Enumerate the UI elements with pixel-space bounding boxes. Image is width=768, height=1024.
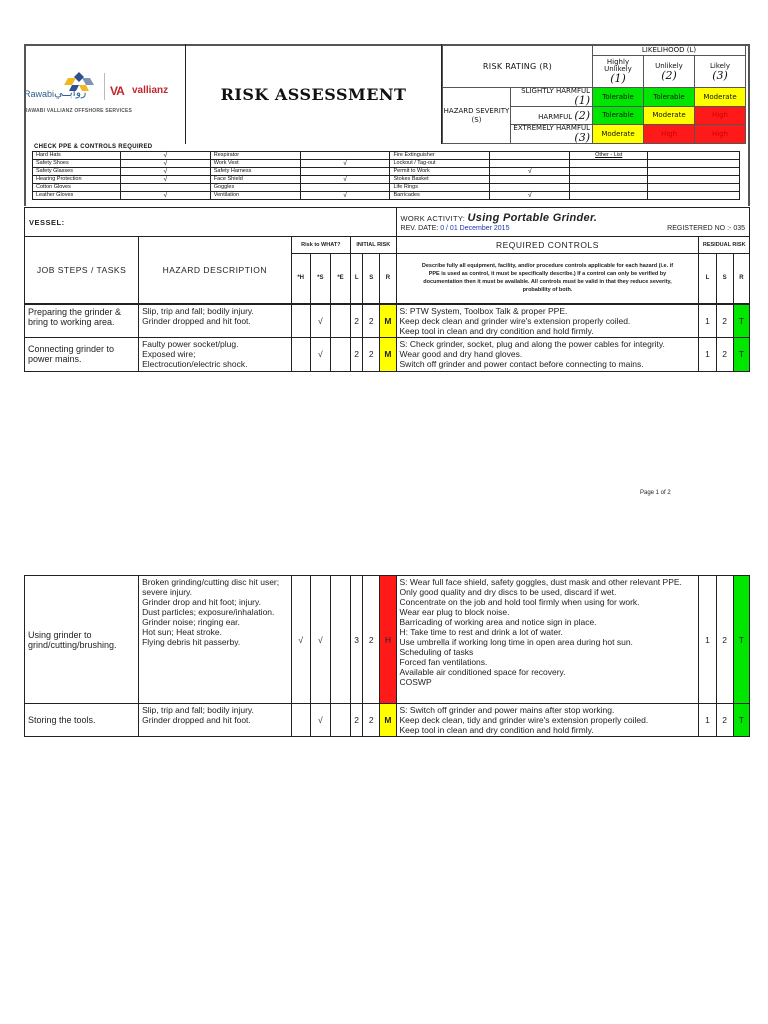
col-r: R — [380, 254, 396, 304]
logo-rawabi-text: Rawabi — [24, 89, 55, 99]
page-number: Page 1 of 2 — [640, 490, 671, 496]
col-e: *E — [330, 254, 350, 304]
ppe-check[interactable]: √ — [120, 160, 210, 168]
initial-s: 2 — [363, 576, 380, 704]
ppe-item: Face Shield — [210, 176, 300, 184]
residual-r-badge: T — [733, 704, 749, 737]
ppe-title: CHECK PPE & CONTROLS REQUIRED — [34, 144, 153, 150]
logo-arabic-text: روابــي — [54, 86, 87, 99]
ppe-check[interactable] — [300, 168, 390, 176]
hazard-cell: Slip, trip and fall; bodily injury. Grinder dropped and hit foot. — [139, 704, 291, 737]
risk-s: √ — [310, 337, 330, 371]
risk-s: √ — [310, 704, 330, 737]
logo-subtitle: RAWABI VALLIANZ OFFSHORE SERVICES — [24, 108, 133, 114]
table-row — [25, 576, 750, 704]
likelihood-2: Unlikely (2) — [644, 56, 695, 88]
ppe-check[interactable] — [490, 160, 570, 168]
task-cell: Using grinder to grind/cutting/brushing. — [25, 576, 139, 704]
ppe-check[interactable] — [300, 152, 390, 160]
residual-s: 2 — [716, 337, 733, 371]
matrix-cell: Moderate — [593, 125, 644, 144]
col-residual-s: S — [716, 254, 733, 304]
residual-l: 1 — [699, 304, 716, 338]
page-title: RISK ASSESSMENT — [220, 84, 407, 104]
matrix-cell: High — [695, 125, 746, 144]
ppe-item: Ventilation — [210, 192, 300, 200]
ppe-check[interactable]: √ — [300, 176, 390, 184]
rev-date-label: REV. DATE: — [400, 225, 439, 232]
col-risk-to-what: Risk to WHAT? — [291, 237, 351, 254]
ppe-item: Fire Extinguisher — [390, 152, 490, 160]
ppe-item: Safety Harness — [210, 168, 300, 176]
ppe-check[interactable] — [120, 184, 210, 192]
hazard-cell: Faulty power socket/plug. Exposed wire; Electrocution/electric shock. — [139, 337, 291, 371]
initial-s: 2 — [363, 704, 380, 737]
matrix-cell: Moderate — [695, 88, 746, 107]
controls-description: Describe fully all equipment, facility, and/or procedure controls applicable for each hazard (i.e. if PPE is used as control, it must be specifically describe.) If a control can only be verified by documentation then it must be available. All controls must be valid in that they reduce severity, probability of both. — [396, 254, 699, 304]
matrix-cell: Tolerable — [593, 88, 644, 107]
risk-s: √ — [310, 576, 330, 704]
likelihood-3: Likely (3) — [695, 56, 746, 88]
residual-r-badge: T — [733, 337, 749, 371]
ppe-item: Barricades — [390, 192, 490, 200]
ppe-item: Permit to Work — [390, 168, 490, 176]
col-residual-r: R — [733, 254, 749, 304]
likelihood-1: Highly Unlikely (1) — [593, 56, 644, 88]
ppe-item: Lockout / Tag-out — [390, 160, 490, 168]
ppe-item: Work Vest — [210, 160, 300, 168]
ppe-item: Safety Shoes — [33, 160, 121, 168]
ppe-item: Life Rings — [390, 184, 490, 192]
risk-h — [291, 337, 310, 371]
ppe-other-value[interactable] — [648, 152, 740, 160]
ppe-check[interactable]: √ — [300, 192, 390, 200]
risk-matrix — [442, 45, 746, 144]
logo-divider — [104, 73, 105, 100]
col-s: *S — [310, 254, 330, 304]
col-residual-risk: RESIDUAL RISK — [699, 237, 750, 254]
likelihood-header: LIKELIHOOD (L) — [593, 46, 746, 56]
severity-2: HARMFUL (2) — [511, 107, 593, 125]
initial-r-badge: H — [380, 576, 396, 704]
ppe-item: Leather Gloves — [33, 192, 121, 200]
residual-r-badge: T — [733, 576, 749, 704]
ppe-other-cell[interactable] — [648, 192, 740, 200]
matrix-cell: Tolerable — [593, 107, 644, 125]
initial-l: 2 — [351, 704, 363, 737]
table-row — [25, 337, 750, 371]
residual-s: 2 — [716, 704, 733, 737]
initial-s: 2 — [363, 337, 380, 371]
task-cell: Connecting grinder to power mains. — [25, 337, 139, 371]
ppe-check[interactable] — [490, 176, 570, 184]
table-row — [25, 704, 750, 737]
ppe-item: Safety Glasses — [33, 168, 121, 176]
hazard-severity-label: HAZARD SEVERITY (S) — [443, 88, 511, 144]
matrix-cell: High — [644, 125, 695, 144]
risk-table-page-2 — [24, 575, 750, 737]
work-activity-cell — [396, 208, 749, 237]
risk-e — [330, 576, 350, 704]
controls-cell: S: Switch off grinder and power mains after stop working. Keep deck clean, tidy and grinder wire's extension properly coiled. Keep tool in clean and dry condition and hold firmly. — [396, 704, 699, 737]
ppe-check[interactable]: √ — [120, 192, 210, 200]
ppe-other-cell[interactable] — [570, 192, 648, 200]
ppe-other-cell[interactable] — [570, 168, 648, 176]
residual-l: 1 — [699, 704, 716, 737]
ppe-item: Goggles — [210, 184, 300, 192]
ppe-table — [32, 151, 740, 200]
controls-cell: S: Wear full face shield, safety goggles, dust mask and other relevant PPE. Only good quality and dry discs to be used, discard if wet. Concentrate on the job and hold tool firmly when using for work. Wear ear plug to block noise. Barricading of working area and notice sign in place. H: Take time to rest and drink a lot of water. Use umbrella if working long time in open area during hot sun. Scheduling of tasks Forced fan ventilations. Available air conditioned space for recovery. COSWP — [396, 576, 699, 704]
ppe-other-cell[interactable] — [570, 160, 648, 168]
initial-l: 2 — [351, 337, 363, 371]
risk-e — [330, 304, 350, 338]
ppe-item: Cotton Gloves — [33, 184, 121, 192]
ppe-item: Hearing Protection — [33, 176, 121, 184]
ppe-check[interactable]: √ — [120, 152, 210, 160]
controls-cell: S: PTW System, Toolbox Talk & proper PPE. Keep deck clean and grinder wire's extension properly coiled. Keep tool in clean and dry condition and hold firmly. — [396, 304, 699, 338]
initial-r-badge: M — [380, 704, 396, 737]
risk-table-page-1 — [24, 207, 750, 372]
task-cell: Preparing the grinder & bring to working area. — [25, 304, 139, 338]
initial-l: 3 — [351, 576, 363, 704]
registered-label: REGISTERED NO :- — [667, 225, 732, 232]
col-l: L — [351, 254, 363, 304]
risk-h: √ — [291, 576, 310, 704]
hazard-cell: Broken grinding/cutting disc hit user; severe injury. Grinder drop and hit foot; injury. Dust particles; exposure/inhalation. Grinder noise; ringing ear. Hot sun; Heat stroke. Flying debris hit passerby. — [139, 576, 291, 704]
logo-vallianz-text: vallianz — [132, 85, 169, 96]
residual-s: 2 — [716, 576, 733, 704]
ppe-check[interactable] — [490, 184, 570, 192]
work-activity-label: WORK ACTIVITY: — [400, 214, 466, 223]
residual-l: 1 — [699, 337, 716, 371]
hazard-cell: Slip, trip and fall; bodily injury. Grinder dropped and hit foot. — [139, 304, 291, 338]
task-cell: Storing the tools. — [25, 704, 139, 737]
risk-e — [330, 337, 350, 371]
col-required-controls: REQUIRED CONTROLS — [396, 237, 699, 254]
residual-s: 2 — [716, 304, 733, 338]
ppe-check[interactable]: √ — [490, 168, 570, 176]
ppe-check[interactable] — [490, 152, 570, 160]
rev-date-value: 0 / 01 December 2015 — [440, 225, 510, 232]
ppe-check[interactable]: √ — [300, 160, 390, 168]
risk-e — [330, 704, 350, 737]
col-hazard-description: HAZARD DESCRIPTION — [139, 237, 291, 304]
ppe-check[interactable]: √ — [120, 176, 210, 184]
ppe-check[interactable]: √ — [120, 168, 210, 176]
severity-3: EXTREMELY HARMFUL (3) — [511, 125, 593, 144]
ppe-other-cell[interactable] — [648, 168, 740, 176]
ppe-other-cell[interactable] — [648, 160, 740, 168]
ppe-item: Stokes Basket — [390, 176, 490, 184]
title-cell — [186, 44, 442, 144]
logo-va-mark: VA — [110, 84, 124, 98]
col-sv: S — [363, 254, 380, 304]
risk-h — [291, 304, 310, 338]
risk-rating-title: RISK RATING (R) — [443, 46, 593, 88]
matrix-cell: Tolerable — [644, 88, 695, 107]
initial-r-badge: M — [380, 337, 396, 371]
vessel-field[interactable]: VESSEL: — [25, 208, 397, 237]
ppe-check[interactable] — [300, 184, 390, 192]
ppe-other-cell[interactable] — [570, 184, 648, 192]
matrix-cell: Moderate — [644, 107, 695, 125]
col-job-steps: JOB STEPS / TASKS — [25, 237, 139, 304]
ppe-check[interactable]: √ — [490, 192, 570, 200]
initial-s: 2 — [363, 304, 380, 338]
risk-s: √ — [310, 304, 330, 338]
matrix-cell: High — [695, 107, 746, 125]
residual-r-badge: T — [733, 304, 749, 338]
table-row — [25, 304, 750, 338]
controls-cell: S: Check grinder, socket, plug and along the power cables for integrity. Wear good and dry hand gloves. Switch off grinder and power contact before connecting to mains. — [396, 337, 699, 371]
col-h: *H — [291, 254, 310, 304]
registered-number: 035 — [733, 225, 745, 232]
ppe-item: Hard Hats — [33, 152, 121, 160]
risk-h — [291, 704, 310, 737]
ppe-other-cell[interactable] — [648, 176, 740, 184]
severity-1: SLIGHTLY HARMFUL (1) — [511, 88, 593, 107]
initial-r-badge: M — [380, 304, 396, 338]
col-residual-l: L — [699, 254, 716, 304]
initial-l: 2 — [351, 304, 363, 338]
ppe-other-cell[interactable] — [648, 184, 740, 192]
work-activity-value: Using Portable Grinder. — [467, 212, 598, 224]
residual-l: 1 — [699, 576, 716, 704]
col-initial-risk: INITIAL RISK — [351, 237, 396, 254]
ppe-item: Respirator — [210, 152, 300, 160]
ppe-other-list: Other - List — [570, 152, 648, 160]
ppe-other-cell[interactable] — [570, 176, 648, 184]
